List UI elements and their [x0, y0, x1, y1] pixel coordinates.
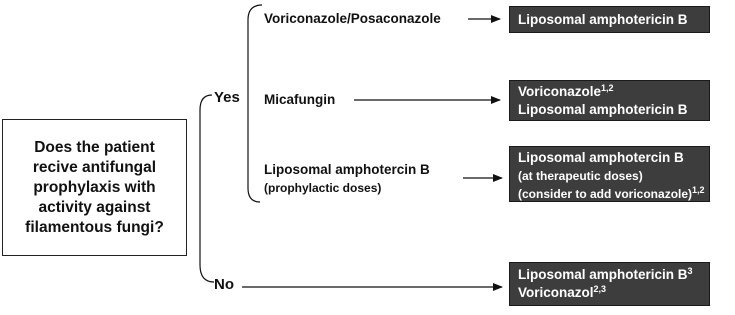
outcome-box-1 [509, 6, 710, 33]
question-text: Does the patient recive antifungal prophylaxis with activity against filamentous fungi? [25, 138, 164, 236]
outcome-2-drug: Voriconazole [518, 84, 602, 99]
prophylaxis-lamb [264, 161, 430, 197]
question-box [2, 119, 187, 256]
yes-bracket [248, 5, 262, 202]
outcome-3-line-3 [518, 185, 705, 203]
prophylaxis-lamb-label: Liposomal amphotercin B [264, 162, 430, 177]
outcome-3-sup: 1,2 [692, 185, 705, 195]
outcome-4-line-2 [518, 284, 701, 302]
outcome-4-line-1 [518, 266, 701, 284]
yes-label: Yes [214, 89, 240, 106]
outcome-4-sup-2: 2,3 [593, 284, 607, 294]
outcome-4-sup-1: 3 [687, 266, 693, 276]
prophylaxis-lamb-sub: (prophylactic doses) [264, 181, 382, 195]
outcome-2-sup: 1,2 [601, 83, 614, 93]
outcome-box-2 [509, 80, 710, 121]
main-bracket [200, 95, 214, 282]
outcome-4-drug-1: Liposomal amphotericin B [518, 267, 688, 282]
outcome-3-line-2: (at therapeutic doses) [518, 169, 643, 183]
outcome-3-note: (consider to add voriconazole) [518, 187, 693, 201]
no-label: No [214, 276, 234, 293]
outcome-3-line-1: Liposomal amphotercin B [518, 150, 684, 165]
outcome-2-line-1 [518, 83, 701, 101]
outcome-4-drug-2: Voriconazol [518, 285, 594, 300]
outcome-box-3 [509, 146, 710, 202]
prophylaxis-vori-posa: Voriconazole/Posaconazole [264, 11, 441, 26]
outcome-2-line-2: Liposomal amphotericin B [518, 102, 688, 117]
outcome-1-line-1: Liposomal amphotericin B [518, 12, 688, 27]
prophylaxis-micafungin: Micafungin [264, 92, 336, 107]
outcome-box-4 [509, 262, 710, 306]
